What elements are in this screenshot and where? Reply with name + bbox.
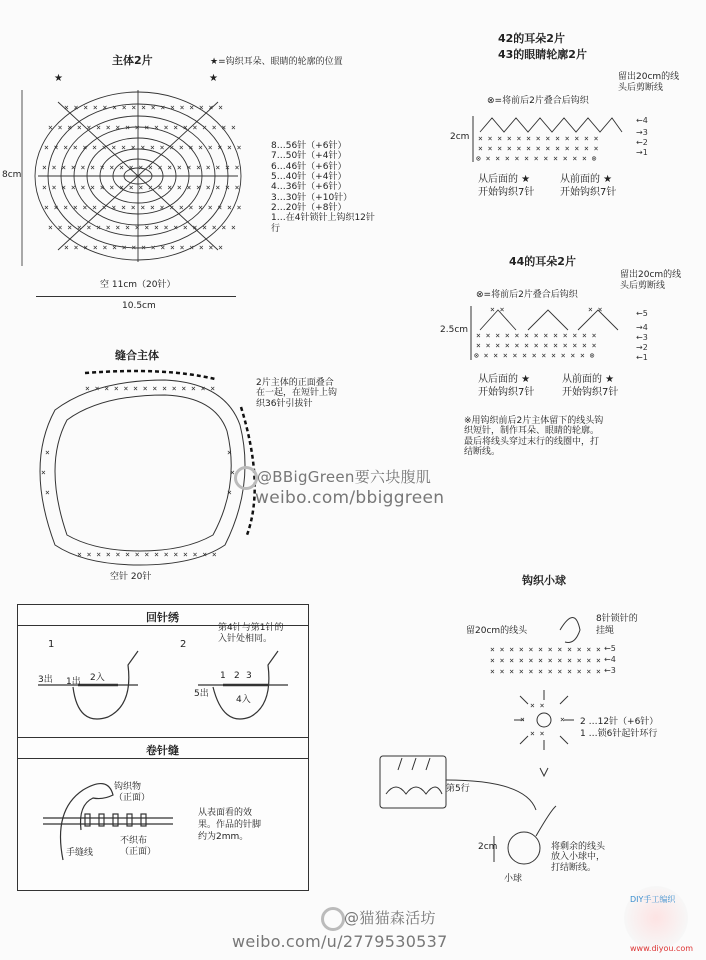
ear42-chart	[470, 110, 640, 166]
row-label: ←1	[636, 353, 648, 362]
svg-text:× × × × × × × × × × × × × × ×: × × × × × × × × × × × × × × × × × × × × ×	[44, 203, 242, 212]
assembly-note-line: 结断线。	[464, 447, 501, 458]
svg-text:× × × × × × × × × × × × ×: × × × × × × × × × × × × ×	[478, 134, 599, 143]
ear42-symbol-note: ⊗=将前后2片叠合后钩织	[487, 96, 589, 106]
width-dimension-line	[36, 296, 236, 297]
ear44-start-back-2: 开始钩织7针	[478, 387, 535, 398]
svg-text:× × × × × × × × × × × × × × ×: × × × × × × × × × × × × × × ×	[77, 550, 217, 559]
whip-note-3: 约为2mm。	[198, 832, 249, 842]
sew-note-line: 在一起，在短针上钩	[256, 388, 338, 399]
row-item: 8…56针（+6针）	[271, 141, 347, 151]
sew-bottom-label: 空针 20针	[110, 572, 152, 582]
row-label: ←5	[604, 644, 616, 653]
svg-text:× × × × × × × × × × × × × × ×: × × × × × × × × × × × × × × × × ×	[64, 243, 223, 252]
main-bottom-label: 空 11cm（20针）	[100, 280, 176, 290]
row5-label: 第5行	[446, 784, 470, 794]
label-knit-2: （正面）	[114, 793, 151, 803]
row-label: ←3	[636, 333, 648, 342]
main-height-label: 8cm	[2, 170, 22, 180]
svg-text:×: ×	[45, 488, 50, 497]
svg-text:×: ×	[230, 468, 235, 477]
ear42-title-1: 42的耳朵2片	[498, 32, 565, 45]
row-label: ←3	[604, 666, 616, 675]
ear44-start-front-2: 开始钩织7针	[562, 387, 619, 398]
main-body-title: 主体2片	[112, 54, 153, 67]
svg-text:×: ×	[227, 488, 232, 497]
whipstitch-title: 卷针缝	[146, 744, 179, 757]
bs-label-2in: 2入	[90, 673, 105, 683]
ear42-top-note-1: 留出20cm的线	[618, 72, 680, 82]
assembly-note-line: ※用钩织前后2片主体留下的线头钩	[464, 416, 604, 426]
sew-note	[256, 378, 337, 409]
leave-note: 留20cm的线头	[466, 626, 528, 636]
label-felt-1: 不织布	[120, 836, 148, 846]
row-label: →4	[636, 323, 648, 332]
ear44-symbol-note: ⊗=将前后2片叠合后钩织	[476, 290, 578, 300]
label-thread: 手缝线	[66, 848, 94, 858]
svg-text:× × × × × × × × × × × ×: × × × × × × × × × × × ×	[490, 645, 601, 654]
marker-note: ★=钩织耳朵、眼睛的轮廓的位置	[210, 57, 343, 67]
ball-round-2: 2 …12针（+6针）	[580, 717, 659, 727]
corner-logo-brand: DIY手工编织	[630, 895, 676, 904]
ear42-top-note-2: 头后剪断线	[618, 83, 664, 93]
svg-text:× ×: × ×	[530, 701, 545, 710]
assembly-note	[464, 416, 603, 457]
whipstitch-box	[17, 737, 309, 891]
row-label: ←5	[636, 309, 648, 318]
svg-text:×: ×	[45, 448, 50, 457]
chain-note-1: 8针锁针的	[596, 614, 638, 624]
sew-note-line: 2片主体的正面叠合	[256, 378, 334, 388]
watermark-top-handle: @BBigGreen要六块腹肌	[257, 468, 432, 486]
svg-text:× × × × × × × × × × × × ×: × × × × × × × × × × × × ×	[476, 331, 597, 340]
svg-text:× ×: × ×	[490, 305, 505, 314]
ear44-top-note-2: 头后剪断线	[620, 281, 666, 291]
finish-note-line: 将剩余的线头	[551, 842, 606, 852]
ear44-height-label: 2.5cm	[440, 325, 469, 335]
star-marker-right: ★	[209, 73, 218, 84]
ball-label: 小球	[504, 874, 523, 884]
assembly-note-line: 最后将线头穿过末行的线圈中，打	[464, 436, 600, 447]
row-label: ←4	[604, 655, 616, 664]
svg-text:× × × × × × × × × × × ×: × × × × × × × × × × × ×	[490, 667, 601, 676]
ear42-start-front-1: 从前面的 ★	[560, 174, 613, 185]
svg-text:× × × × × × × × × × × × × × ×: × × × × × × × × × × × × × × × × × × × ×	[48, 223, 236, 232]
svg-text:×: ×	[41, 468, 46, 477]
ear42-start-front-2: 开始钩织7针	[560, 187, 617, 198]
bs-label-3out: 3出	[38, 675, 53, 685]
ear44-title: 44的耳朵2片	[509, 255, 576, 268]
svg-text:×: ×	[560, 715, 565, 724]
weibo-logo-icon	[234, 466, 258, 490]
row-item: 3…30针（+10针）	[271, 192, 353, 203]
ball-finish-note	[551, 842, 605, 873]
weibo-logo-icon	[321, 907, 345, 931]
ball-height-label: 2cm	[478, 842, 498, 852]
whip-note-2: 果。作品的针脚	[198, 820, 262, 830]
row-label: →1	[636, 148, 648, 157]
row-item: 2…20针（+8针）	[271, 203, 347, 214]
ball-assembly-diagram	[376, 750, 576, 890]
backstitch-step1: 1	[48, 639, 55, 650]
ear44-top-note-1: 留出20cm的线	[620, 270, 682, 280]
svg-text:× ×: × ×	[530, 729, 545, 738]
row-label: →3	[636, 128, 648, 137]
main-row-list	[271, 141, 375, 234]
bs-label-1out: 1出	[66, 677, 81, 687]
ear42-title-2: 43的眼睛轮廓2片	[498, 48, 587, 61]
svg-text:× × × × × × × × × × × × × × ×: × × × × × × × × × × × × × × × × × × × × ×	[42, 183, 240, 192]
corner-logo-site: www.diyou.com	[630, 944, 694, 953]
bs2-label-1: 1	[220, 671, 226, 681]
svg-text:×: ×	[227, 448, 232, 457]
row-item: 1…在4针锁针上钩织12针	[271, 213, 375, 224]
svg-text:× ×: × ×	[588, 305, 603, 314]
svg-text:× × × × × × × × × × × × × ×: × × × × × × × × × × × × × ×	[85, 384, 216, 393]
label-knit-1: 钩织物	[114, 782, 142, 792]
bs2-label-3: 3	[246, 671, 252, 681]
svg-text:× × × × × × × × × × × × × × ×: × × × × × × × × × × × × × × × × ×	[64, 103, 223, 112]
svg-text:⊗ × × × × × × × × × × × ⊗: ⊗ × × × × × × × × × × × ⊗	[474, 351, 595, 360]
ball-round-1: 1 …锁6针起针环行	[580, 729, 658, 739]
ear42-start-back-1: 从后面的 ★	[478, 174, 531, 185]
ear42-start-back-2: 开始钩织7针	[478, 187, 535, 198]
row-label: ←2	[636, 138, 648, 147]
main-body-diagram	[18, 80, 258, 280]
chain-note-2: 挂绳	[596, 626, 615, 636]
finish-note-line: 放入小球中，	[551, 852, 606, 863]
finish-note-line: 打结断线。	[551, 862, 597, 873]
bs2-label-2: 2	[234, 671, 240, 681]
star-marker-left: ★	[54, 73, 63, 84]
svg-text:×: ×	[520, 715, 525, 724]
svg-text:× × × × × × × × × × × × ×: × × × × × × × × × × × × ×	[476, 341, 597, 350]
backstitch-note-2: 入针处相同。	[218, 634, 273, 644]
svg-text:⊗ × × × × × × × × × × × ⊗: ⊗ × × × × × × × × × × × ⊗	[476, 154, 597, 163]
watermark-bottom-url: weibo.com/u/2779530537	[232, 932, 448, 951]
backstitch-box	[17, 604, 309, 739]
row-item: 4…36针（+6针）	[271, 182, 347, 193]
row-label: →2	[636, 343, 648, 352]
backstitch-note-1: 第4针与第1针的	[218, 623, 284, 633]
svg-text:× × × × × × × × × × × ×: × × × × × × × × × × × ×	[490, 656, 601, 665]
svg-text:× × × × × × × × × × × × ×: × × × × × × × × × × × × ×	[478, 144, 599, 153]
bs2-label-4in: 4入	[236, 695, 251, 705]
sew-body-title: 缝合主体	[115, 349, 159, 362]
main-width-label: 10.5cm	[122, 301, 156, 311]
row-item: 6…46针（+6针）	[271, 161, 347, 172]
watermark-bottom-handle: @猫猫森活坊	[344, 909, 436, 927]
watermark-top-url: weibo.com/bbiggreen	[255, 488, 445, 508]
ear44-start-back-1: 从后面的 ★	[478, 374, 531, 385]
assembly-note-line: 织短针，制作耳朵、眼睛的轮廓。	[464, 426, 600, 437]
row-item: 行	[271, 223, 281, 234]
ear42-height-label: 2cm	[450, 132, 470, 142]
ear44-start-front-1: 从前面的 ★	[562, 374, 615, 385]
label-felt-2: （正面）	[120, 847, 157, 857]
row-item: 5…40针（+4针）	[271, 172, 347, 183]
svg-text:× × × × × × × × × × × × × × ×: × × × × × × × × × × × × × × × × × × × × ×	[44, 143, 242, 152]
bs2-label-5out: 5出	[194, 689, 209, 699]
small-ball-title: 钩织小球	[522, 574, 566, 587]
sew-note-line: 织36针引拔针	[256, 398, 313, 409]
svg-text:× × × × × × × × × × × × × × ×: × × × × × × × × × × × × × × × × × × × ×	[48, 123, 236, 132]
svg-text:× × × × × × × × × × × × × × ×: × × × × × × × × × × × × × × × × × × × × ×	[42, 163, 240, 172]
whipstitch-diagram	[33, 760, 183, 885]
whip-note-1: 从表面看的效	[198, 808, 253, 818]
backstitch-title: 回针绣	[146, 611, 179, 624]
ear44-chart	[468, 300, 638, 364]
backstitch-step2: 2	[180, 639, 187, 650]
sew-body-diagram	[15, 365, 265, 580]
row-label: ←4	[636, 116, 648, 125]
row-item: 7…50针（+4针）	[271, 151, 347, 162]
